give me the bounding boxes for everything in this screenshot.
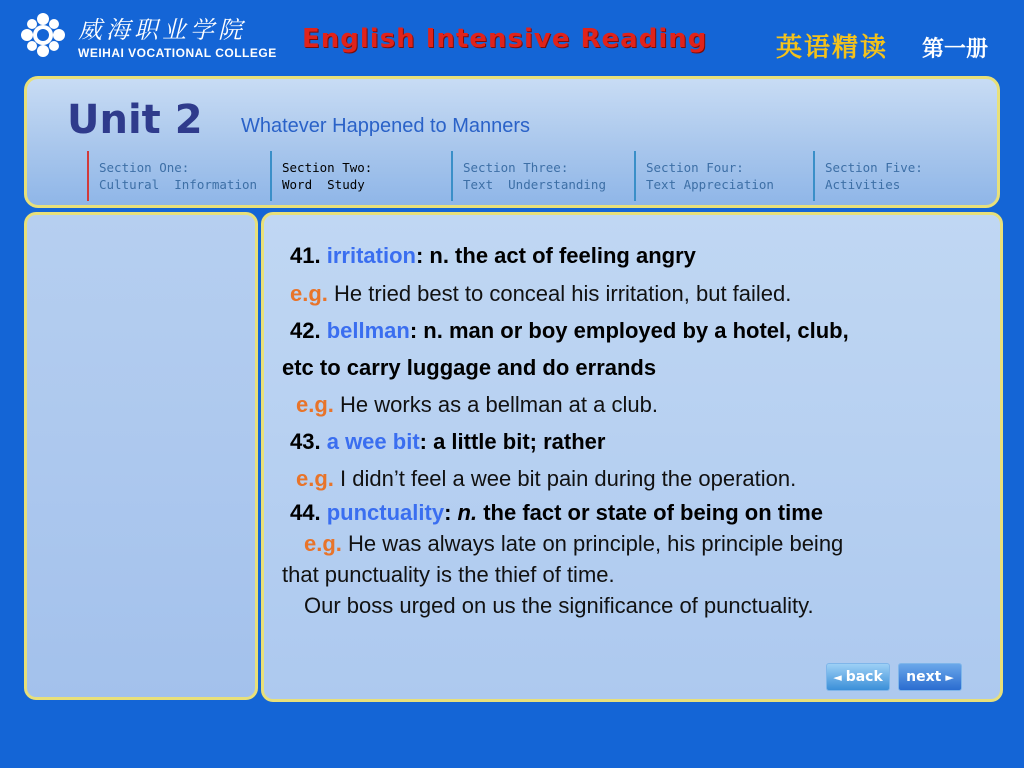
volume-label: 第一册: [922, 37, 989, 62]
section-four-link[interactable]: [634, 151, 810, 201]
example-41: [290, 281, 791, 307]
section-one-title: Section One:: [99, 160, 190, 175]
eg-label: e.g.: [296, 392, 334, 417]
section-five-title: Section Five:: [825, 160, 923, 175]
vocab-definition-continued: etc to carry luggage and do errands: [282, 355, 657, 380]
course-title-en: English Intensive Reading: [302, 24, 708, 54]
vocab-term: irritation: [326, 243, 416, 268]
vocab-entry-44: [290, 500, 823, 526]
eg-label: e.g.: [296, 466, 334, 491]
entry-number: 44.: [290, 500, 321, 525]
left-arrow-icon: ◄: [833, 670, 842, 684]
entry-number: 41.: [290, 243, 321, 268]
content-panel: [261, 212, 1003, 702]
section-three-link[interactable]: [451, 151, 631, 201]
college-name-cn: 威海职业学院: [78, 16, 246, 44]
section-four-title: Section Four:: [646, 160, 744, 175]
section-three-title: Section Three:: [463, 160, 569, 175]
section-nav: [85, 151, 985, 203]
college-logo-icon: [20, 12, 66, 58]
vocab-term: punctuality: [326, 500, 445, 525]
entry-number: 43.: [290, 429, 321, 454]
back-label: back: [845, 669, 883, 685]
vocab-term: bellman: [326, 318, 410, 343]
example-text-continued: that punctuality is the thief of time.: [282, 562, 615, 587]
example-text: I didn’t feel a wee bit pain during the operation.: [340, 466, 797, 491]
example-text: He was always late on principle, his principle being: [348, 531, 844, 556]
vocab-definition: : a little bit; rather: [419, 429, 606, 454]
eg-label: e.g.: [304, 531, 342, 556]
next-label: next: [906, 669, 942, 685]
part-of-speech: n.: [457, 500, 478, 525]
section-two-subtitle: Word Study: [282, 177, 365, 192]
header-panel: [24, 76, 1000, 208]
section-three-subtitle: Text Understanding: [463, 177, 606, 192]
example-44: [304, 531, 843, 557]
section-four-subtitle: Text Appreciation: [646, 177, 774, 192]
next-button[interactable]: [898, 663, 962, 691]
section-five-subtitle: Activities: [825, 177, 901, 192]
eg-label: e.g.: [290, 281, 328, 306]
entry-number: 42.: [290, 318, 321, 343]
vocab-entry-43: [290, 429, 605, 455]
section-two-link[interactable]: [270, 151, 448, 201]
vocab-colon: :: [444, 500, 452, 525]
vocab-entry-42: [290, 318, 849, 344]
vocab-definition: : n. man or boy employed by a hotel, club,: [409, 318, 849, 343]
right-arrow-icon: ►: [945, 670, 954, 684]
section-two-title: Section Two:: [282, 160, 373, 175]
section-one-link[interactable]: [87, 151, 267, 201]
unit-title: Unit 2: [67, 97, 203, 143]
vocab-definition: : n. the act of feeling angry: [415, 243, 696, 268]
example-text: He tried best to conceal his irritation, but failed.: [334, 281, 792, 306]
back-button[interactable]: [826, 663, 890, 691]
college-name-en: WEIHAI VOCATIONAL COLLEGE: [78, 46, 277, 60]
example-text-second: Our boss urged on us the significance of punctuality.: [304, 593, 814, 618]
example-text: He works as a bellman at a club.: [340, 392, 658, 417]
top-banner: [0, 0, 1024, 74]
example-43: [296, 466, 796, 492]
vocab-term: a wee bit: [326, 429, 420, 454]
example-42: [296, 392, 658, 418]
unit-subtitle: Whatever Happened to Manners: [241, 115, 531, 137]
side-panel: [24, 212, 258, 700]
vocab-entry-41: [290, 243, 696, 269]
section-five-link[interactable]: [813, 151, 973, 201]
section-one-subtitle: Cultural Information: [99, 177, 258, 192]
course-title-cn: 英语精读: [776, 33, 889, 63]
vocab-definition: the fact or state of being on time: [483, 500, 824, 525]
